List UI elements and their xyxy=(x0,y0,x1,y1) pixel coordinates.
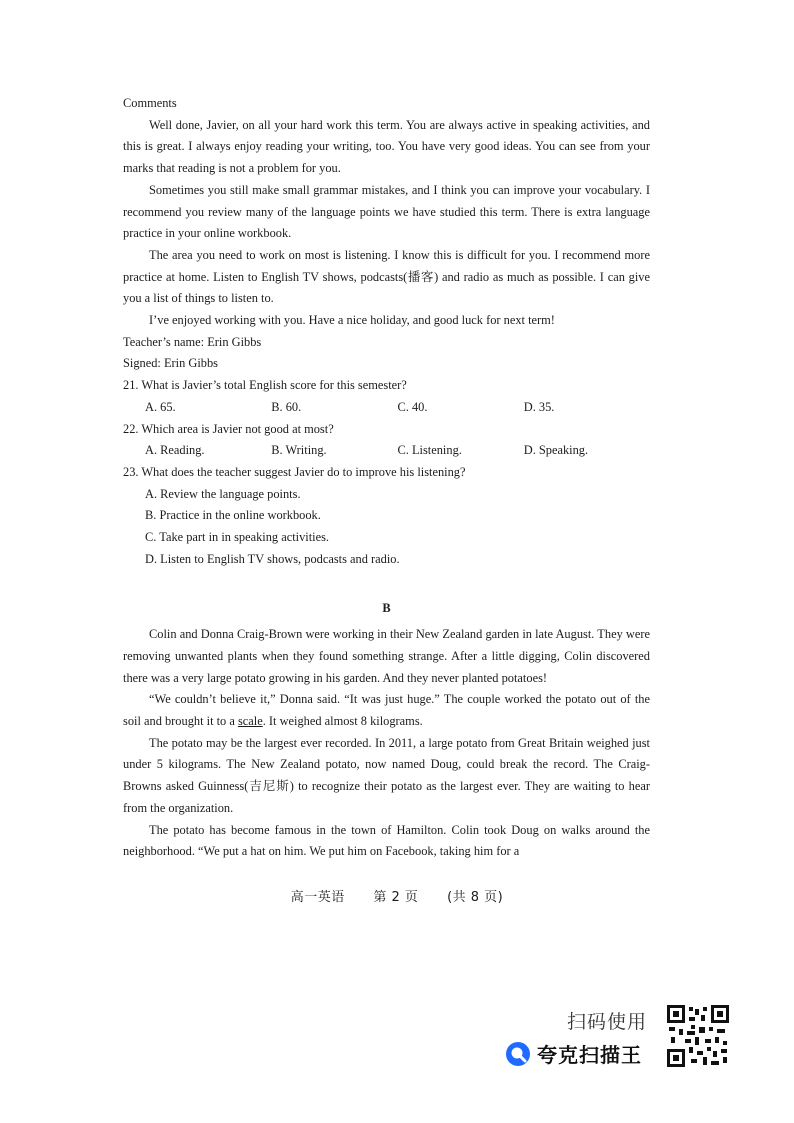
option-23-a: A. Review the language points. xyxy=(145,486,301,501)
option-21-d: D. 35. xyxy=(523,399,555,414)
passage-paragraph-1: Colin and Donna Craig-Brown were working in their New Zealand garden in late August. They were removing unwanted plants when they found something strange. After a little digging, Colin discovered there was a very large potato growing in his garden. And they never planted potatoes! xyxy=(123,627,650,685)
footer-page-number: 第 2 页 xyxy=(373,890,419,905)
question-21-options xyxy=(123,397,650,419)
option-22-a: A. Reading. xyxy=(145,443,205,458)
passage-paragraph-4: The potato has become famous in the town of Hamilton. Colin took Doug on walks around the neighborhood. “We put a hat on him. We put him on Facebook, taking him for a xyxy=(123,822,650,859)
footer-total-pages: (共 8 页) xyxy=(447,890,504,905)
teacher-name: Teacher’s name: Erin Gibbs xyxy=(123,334,262,349)
underlined-word-scale: scale xyxy=(237,713,263,728)
footer-subject: 高一英语 xyxy=(290,890,345,905)
teacher-signature: Signed: Erin Gibbs xyxy=(123,356,218,371)
comments-heading: Comments xyxy=(123,96,177,110)
option-22-c: C. Listening. xyxy=(397,443,462,458)
comment-paragraph-4: I’ve enjoyed working with you. Have a nice holiday, and good luck for next term! xyxy=(149,313,555,328)
option-22-b: B. Writing. xyxy=(271,443,327,458)
option-23-d: D. Listen to English TV shows, podcasts and radio. xyxy=(145,551,400,566)
question-22-options xyxy=(123,440,650,462)
passage-paragraph-2 xyxy=(123,689,650,732)
option-21-b: B. 60. xyxy=(271,399,302,414)
scan-to-use-text: 扫码使用 xyxy=(567,1011,648,1033)
passage-p2-end: . It weighed almost 8 kilograms. xyxy=(262,713,423,728)
option-23-b: B. Practice in the online workbook. xyxy=(145,508,321,523)
question-21: 21. What is Javier’s total English score for this semester? xyxy=(123,378,407,393)
option-23-c: C. Take part in in speaking activities. xyxy=(145,530,330,545)
quark-logo-icon xyxy=(505,1041,531,1067)
brand-name: 夸克扫描王 xyxy=(537,1043,642,1067)
comment-paragraph-2: Sometimes you still make small grammar mistakes, and I think you can improve your vocabulary. I recommend you review many of the language points we have studied this term. There is extra language practice in your online workbook. xyxy=(123,182,650,241)
option-21-a: A. 65. xyxy=(145,399,176,414)
page-content xyxy=(123,93,650,863)
comment-paragraph-3: The area you need to work on most is listening. I know this is difficult for you. I recommend more practice at home. Listen to English TV shows, podcasts(播客) and radio as much as possible. I can give you a list of things to listen to. xyxy=(123,247,650,306)
brand-logo xyxy=(505,1039,642,1068)
option-22-d: D. Speaking. xyxy=(523,443,589,458)
question-22: 22. Which area is Javier not good at most? xyxy=(123,421,334,436)
comment-paragraph-1: Well done, Javier, on all your hard work this term. You are always active in speaking activities, and this is great. I always enjoy reading your writing, too. You have very good ideas. You can see from your marks that reading is not a problem for you. xyxy=(123,117,650,176)
option-21-c: C. 40. xyxy=(397,399,428,414)
section-b-title: B xyxy=(382,601,391,616)
qr-code-icon[interactable] xyxy=(667,1005,729,1067)
question-23: 23. What does the teacher suggest Javier do to improve his listening? xyxy=(123,464,466,479)
page-footer xyxy=(0,886,794,905)
passage-p2-start: “We couldn’t believe it,” Donna said. “It was just huge.” The couple worked the potato out of the soil and brought it to a xyxy=(123,692,650,728)
scanner-watermark xyxy=(505,1005,730,1069)
passage-paragraph-3: The potato may be the largest ever recorded. In 2011, a large potato from Great Britain weighed just under 5 kilograms. The New Zealand potato, now named Doug, could break the record. The Craig-Browns asked Guinness(吉尼斯) to recognize their potato as the largest ever. They are waiting to hear from the organization. xyxy=(123,735,650,815)
